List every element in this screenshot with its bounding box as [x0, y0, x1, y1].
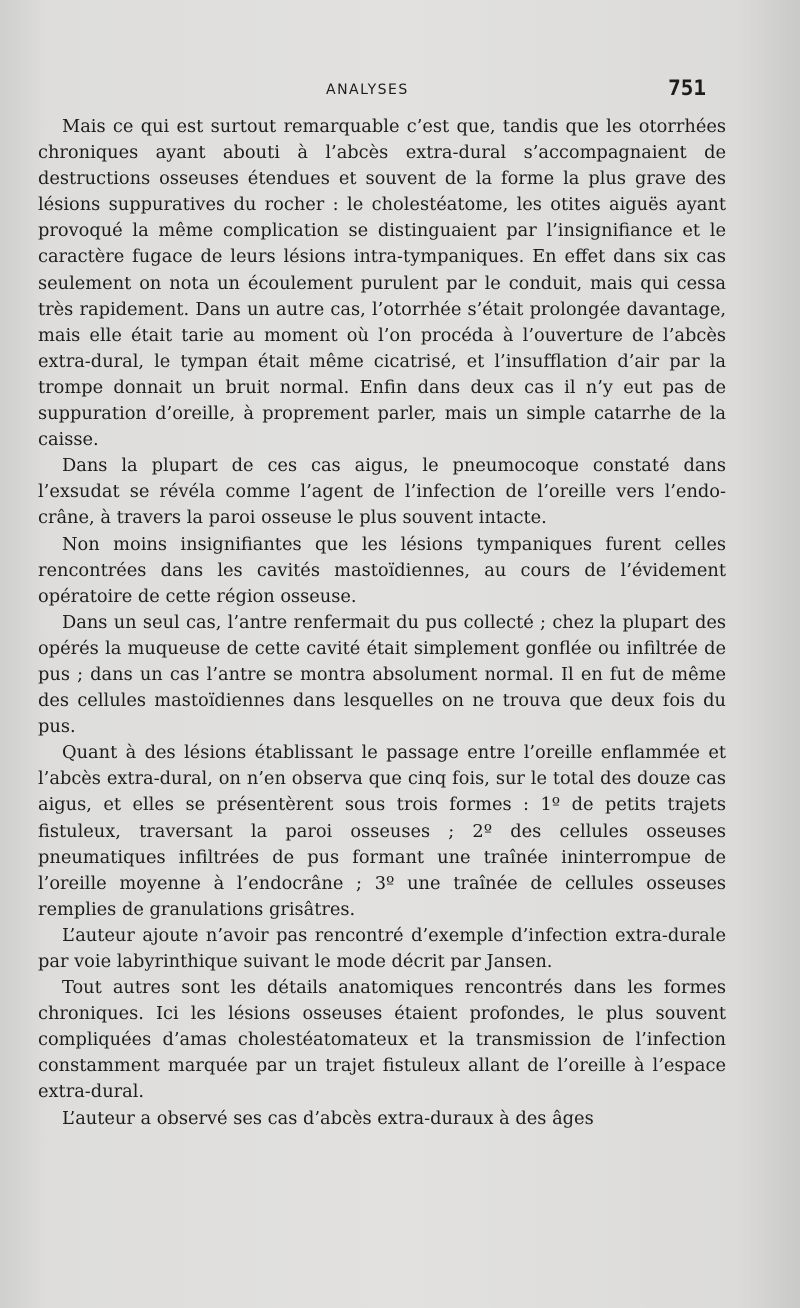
- paragraph: Dans un seul cas, l’antre renfermait du pus collecté ; chez la plupart des opérés la muqueuse de cette cavité était simplement gonflée ou infiltrée de pus ; dans un cas l’antre se montra absolument normal. Il en fut de même des cellules mastoïdiennes dans lesquelles on ne trouva que deux fois du pus.: [38, 611, 726, 738]
- paragraph: Mais ce qui est surtout remarquable c’est que, tandis que les otorrhées chroniques ayant abouti à l’abcès extra-dural s’accompagnaient de destructions osseuses étendues et souvent de la forme la plus grave des lésions suppuratives du rocher : le cholestéatome, les otites aiguës ayant provoqué la même complication se distinguaient par l’insignifiance et le caractère fugace de leurs lésions intra-tympaniques. En effet dans six cas seulement on nota un écoulement purulent par le conduit, mais qui cessa très rapidement. Dans un autre cas, l’otorrhée s’était prolongée davantage, mais elle était tarie au moment où l’on procéda à l’ouverture de l’abcès extra-dural, le tympan était même cicatrisé, et l’insufflation d’air par la trompe donnait un bruit normal. Enfin dans deux cas il n’y eut pas de suppuration d’oreille, à proprement parler, mais un simple catarrhe de la caisse.: [38, 116, 726, 451]
- body-text: [38, 114, 726, 1132]
- page-number: 751: [668, 76, 706, 100]
- paragraph: Non moins insignifiantes que les lésions tympaniques furent celles rencontrées dans les cavités mastoïdiennes, au cours de l’évidement opératoire de cette région osseuse.: [38, 533, 726, 607]
- paragraph: L’auteur a observé ses cas d’abcès extra-duraux à des âges: [62, 1107, 594, 1129]
- paragraph: Tout autres sont les détails anatomiques rencontrés dans les formes chroniques. Ici les lésions osseuses étaient profondes, le plus souvent compliquées d’amas cholestéatomateux et la transmission de l’infection constamment marquée par un trajet fistuleux allant de l’oreille à l’espace extra-dural.: [38, 977, 726, 1103]
- paragraph: Quant à des lésions établissant le passage entre l’oreille enflammée et l’abcès extra-dural, on n’en observa que cinq fois, sur le total des douze cas aigus, et elles se présentèrent sous trois formes : 1º de petits trajets fistuleux, traversant la paroi osseuses ; 2º des cellules osseuses pneumatiques infiltrées de pus formant une traînée ininterrompue de l’oreille moyenne à l’endocrâne ; 3º une traînée de cellules osseuses remplies de granulations grisâtres.: [38, 742, 726, 920]
- running-head: ANALYSES: [326, 82, 409, 98]
- page-header: [36, 76, 716, 104]
- paragraph: L’auteur ajoute n’avoir pas rencontré d’exemple d’infection extra-durale par voie labyrinthique suivant le mode décrit par Jansen.: [38, 924, 726, 972]
- paragraph: Dans la plupart de ces cas aigus, le pneumocoque constaté dans l’exsudat se révéla comme l’agent de l’infection de l’oreille vers l’endo-crâne, à travers la paroi osseuse le plus souvent intacte.: [38, 455, 726, 529]
